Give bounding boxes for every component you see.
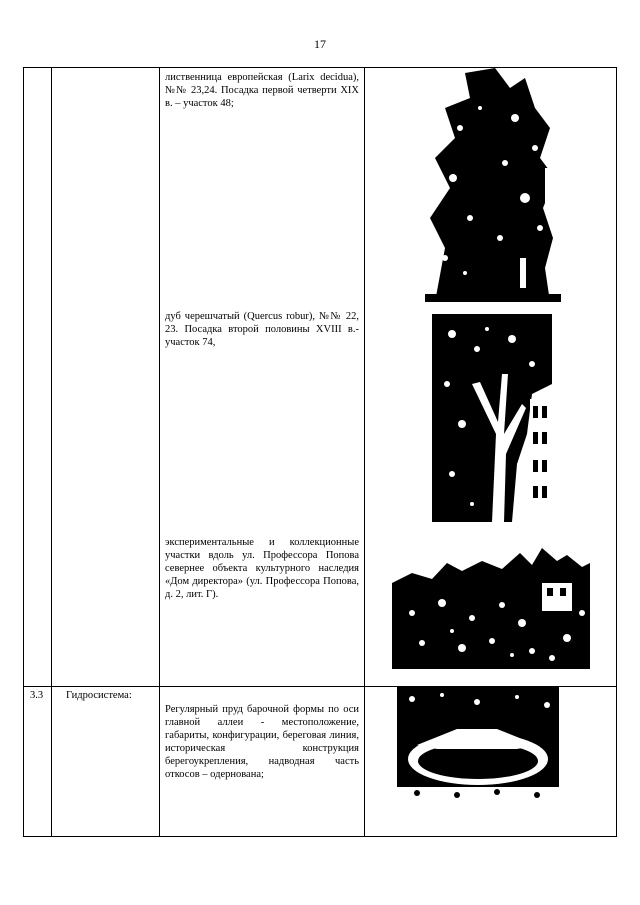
oak-description: дуб черешчатый (Quercus robur), №№ 22, 23. Посадка второй половины XVIII в.- участок 74, [165,311,359,348]
description-cell [160,68,365,687]
oak-tree-photo [432,314,552,522]
row-label-cell [52,68,160,687]
row-label-cell: Гидросистема: [52,687,160,837]
row-number-cell [24,68,52,687]
page-number: 17 [314,37,326,51]
row-number-cell: 3.3 [24,687,52,837]
table-row [24,68,617,687]
larch-tree-photo [425,68,561,302]
larch-description: лиственница европейская (Larix decidua), №№ 23,24. Посадка первой четверти XIX в. – участок 48; [165,72,359,109]
description-cell [160,687,365,837]
experimental-plots-photo [392,543,590,669]
photo-cell [365,68,617,687]
plots-description: экспериментальные и коллекционные участки вдоль ул. Профессора Попова севернее объекта культурного наследия «Дом директора» (ул. Профессора Попова, д. 2, лит. Г). [165,537,359,600]
heritage-table [23,67,617,837]
pond-photo [397,687,559,801]
pond-description: Регулярный пруд барочной формы по оси главной аллеи - местоположение, габариты, конфигурации, береговая линия, историческая конструкция берегоукрепления, надводная часть откосов – одернована; [165,704,359,780]
table-row [24,687,617,837]
photo-cell [365,687,617,837]
